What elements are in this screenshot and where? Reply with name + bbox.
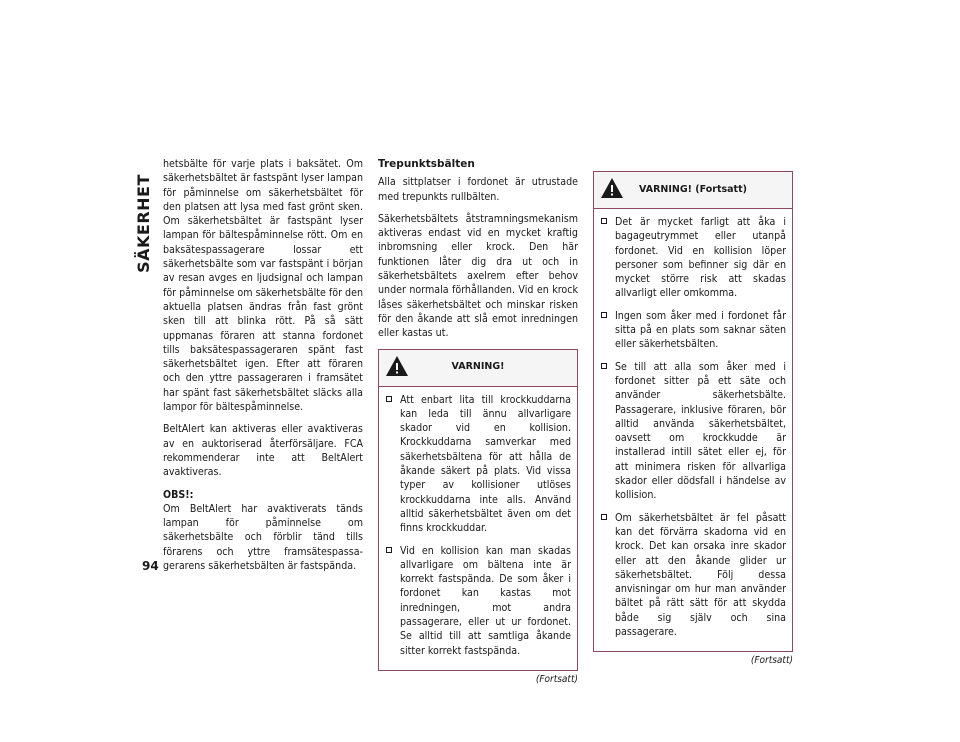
warning-header <box>594 172 792 209</box>
body-paragraph: Säkerhetsbältets åtstramningsmekanism aktiveras endast vid en mycket kraftig inbromsning eller krock. Den här funktionen låter dig dra ut och in säkerhetsbältets axelrem efter behov under normala förhållanden. Vid en krock låses säkerhetsbältet och minskar risken för den åkande att slå emot inredningen eller kastas ut. <box>378 212 578 340</box>
warning-triangle-icon <box>385 355 409 377</box>
warning-item <box>600 360 786 503</box>
note-title: OBS!: <box>163 488 194 501</box>
warning-item-text: Vid en kollision kan man skadas allvarligare om bältena inte är korrekt fastspända. De som åker i fordonet kan kastas mot inredningen, mot andra passagerare, eller ut ur fordonet. Se alltid till att samtliga åkande sitter korrekt fastspända. <box>400 544 571 657</box>
warning-item-text: Att enbart lita till krockkuddarna kan leda till ännu allvarligare skador vid en kollision. Krockkuddarna samverkar med säkerhetsbältena för att hålla de åkande säkert på plats. Vid vissa typer av kollisioner utlöses krockkuddarna inte alls. Använd alltid säkerhetsbältet även om det finns krockkuddar. <box>400 393 571 535</box>
warning-box <box>378 349 578 671</box>
warning-body <box>594 209 792 651</box>
warning-item <box>600 215 786 301</box>
square-bullet-icon <box>386 547 392 553</box>
warning-item-text: Om säkerhetsbältet är fel påsatt kan det förvärra skadorna vid en krock. Det kan orsaka inre skador eller att den åkande glider ur säkerhetsbältet. Följ dessa anvisningar om hur man använder bältet på rätt sätt för att skydda både sig själv och sina passagerare. <box>615 511 786 639</box>
square-bullet-icon <box>386 396 392 402</box>
warning-item <box>385 393 571 536</box>
warning-item <box>385 544 571 658</box>
warning-item <box>600 511 786 640</box>
continued-label: (Fortsatt) <box>750 655 793 667</box>
warning-item <box>600 309 786 352</box>
page-number: 94 <box>142 559 159 573</box>
square-bullet-icon <box>601 218 607 224</box>
section-tab <box>128 168 158 278</box>
warning-title: VARNING! <box>451 361 505 373</box>
note <box>163 488 363 574</box>
warning-item-text: Se till att alla som åker med i fordonet sitter på ett säte och använder säkerhetsbälte. Passagerare, inklusive föraren, bör alltid använda säkerhetsbältet, oavsett om krockkudde är installerad intill sätet eller ej, för att minimera risken för allvarliga skador eller dödsfall i händelse av kollision. <box>615 360 786 502</box>
warning-header <box>379 350 577 387</box>
warning-triangle-icon <box>600 177 624 199</box>
column-1 <box>163 157 363 581</box>
square-bullet-icon <box>601 363 607 369</box>
square-bullet-icon <box>601 312 607 318</box>
body-paragraph: hetsbälte för varje plats i baksätet. Om säkerhetsbältet är fastspänt lyser lampan för påminnelse om säkerhetsbältet för den platsen att lysa med fast grönt sken. Om säkerhetsbältet är fastspänt lyser lampan för bältespåminnelse rött. Om en baksätespassagerare lossar ett säkerhetsbälte som var fastspänt i början av resan avges en ljudsignal och lampan för påminnelse om säkerhetsbälte för den aktuella platsen ändras från fast grönt sken till att blinka rött. På så sätt uppmanas föraren att stanna fordonet tills baksätespassageraren spänt fast säkerhetsbältet igen. Efter att föraren och den yttre passageraren i framsätet har spänt fast säkerhetsbältet släcks alla lampor för bältespåminnelse. <box>163 158 363 414</box>
body-paragraph: BeltAlert kan aktiveras eller avaktiveras av en auktoriserad återförsäljare. FCA rekommenderar inte att BeltAlert avaktiveras. <box>163 423 363 479</box>
column-3 <box>593 157 793 669</box>
warning-item-text: Ingen som åker med i fordonet får sitta på en plats som saknar säten eller säkerhetsbälten. <box>615 309 786 351</box>
square-bullet-icon <box>601 514 607 520</box>
warning-item-text: Det är mycket farligt att åka i bagageutrymmet eller utanpå fordonet. Vid en kollision löper personer som befinner sig där en mycket större risk att skadas allvarligt eller omkomma. <box>615 216 786 300</box>
section-tab-label: SÄKERHET <box>133 173 153 273</box>
section-heading: Trepunktsbälten <box>378 158 475 170</box>
warning-box <box>593 171 793 652</box>
body-paragraph: Alla sittplatser i fordonet är utrustade med trepunkts rullbälten. <box>378 176 578 203</box>
warning-title: VARNING! (Fortsatt) <box>639 183 747 195</box>
column-2 <box>378 157 578 687</box>
warning-body <box>379 387 577 670</box>
continued-label: (Fortsatt) <box>535 673 578 685</box>
note-text: Om BeltAlert har avaktiverats tänds lampan för påminnelse om säkerhetsbälte och förblir tänd tills förarens och yttre framsätespassagerarens säkerhetsbälten är fastspända. <box>163 502 363 573</box>
